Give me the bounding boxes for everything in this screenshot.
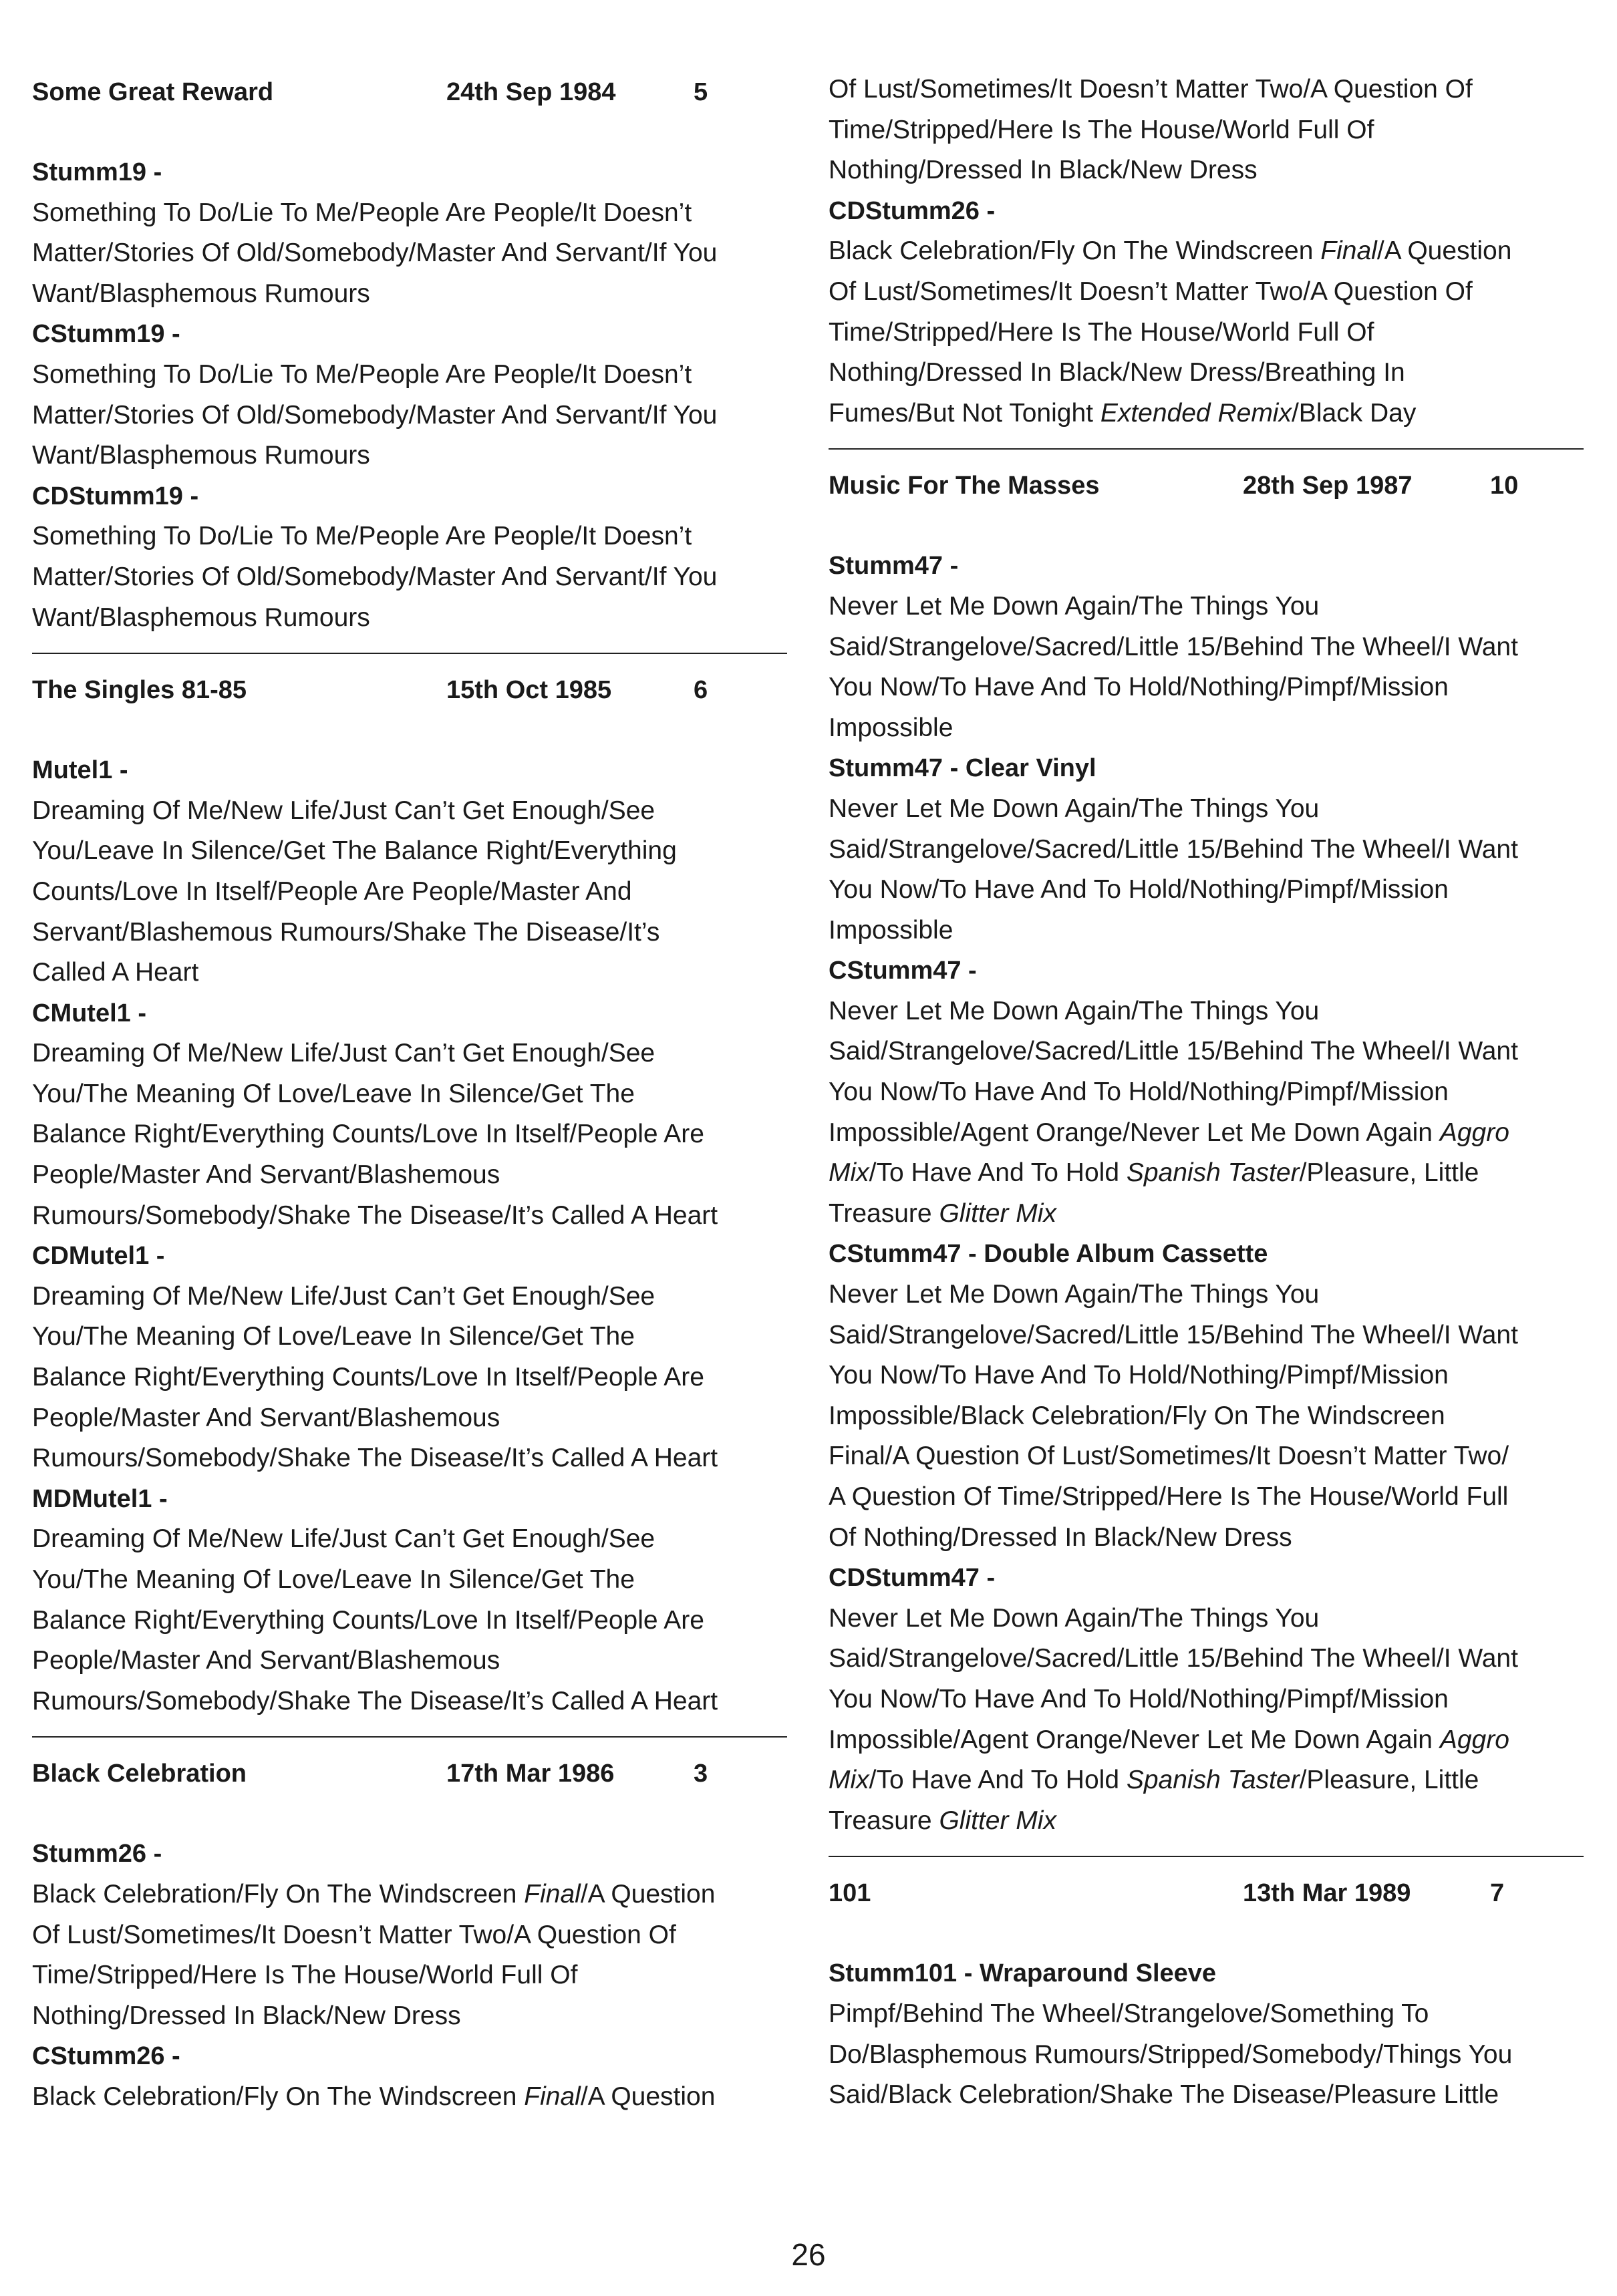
- track-line: Matter/Stories Of Old/Somebody/Master And Servant/If You: [32, 238, 718, 268]
- track-line: Do/Blasphemous Rumours/Stripped/Somebody/Things You: [829, 2039, 1513, 2069]
- album-header: [829, 466, 1584, 506]
- track-line: Impossible: [829, 915, 953, 945]
- mix-name: Final: [1320, 236, 1377, 266]
- track-line: Never Let Me Down Again/The Things You: [829, 996, 1320, 1025]
- track-list: [829, 69, 1584, 191]
- track-line: Said/Black Celebration/Shake The Disease/Pleasure Little: [829, 2080, 1499, 2110]
- album-title: The Singles 81-85: [32, 676, 247, 705]
- section-divider: [829, 1856, 1584, 1857]
- track-line: Dreaming Of Me/New Life/Just Can’t Get Enough/See: [32, 1524, 655, 1554]
- album-section: [32, 670, 787, 1721]
- release-date: 17th Mar 1986: [446, 1760, 615, 1788]
- track-line: Of Lust/Sometimes/It Doesn’t Matter Two/A Question Of: [32, 1920, 676, 1949]
- track-line: Of Nothing/Dressed In Black/New Dress: [829, 1522, 1292, 1552]
- spacer: [829, 506, 1584, 546]
- album-section: [829, 69, 1584, 434]
- track-line: Counts/Love In Itself/People Are People/Master And: [32, 876, 632, 906]
- chart-position: 6: [694, 676, 708, 705]
- track-line: You/The Meaning Of Love/Leave In Silence/Get The: [32, 1322, 635, 1351]
- album-header: [32, 72, 787, 112]
- album-title: Music For The Masses: [829, 472, 1100, 500]
- track-line: [829, 231, 1584, 272]
- track-text: /Black Day: [1291, 398, 1417, 428]
- track-text: Treasure: [829, 1198, 939, 1228]
- track-line: Of Lust/Sometimes/It Doesn’t Matter Two/A Question Of: [829, 277, 1473, 306]
- track-line: People/Master And Servant/Blashemous: [32, 1403, 500, 1432]
- track-line: You Now/To Have And To Hold/Nothing/Pimpf/Mission: [829, 673, 1449, 702]
- track-line: [829, 393, 1584, 434]
- track-text: Black Celebration/Fly On The Windscreen: [829, 236, 1321, 266]
- mix-name: Glitter Mix: [939, 1806, 1056, 1835]
- album-section: [32, 72, 787, 638]
- format-label: CDMutel1 -: [32, 1242, 165, 1271]
- track-line: Something To Do/Lie To Me/People Are People/It Doesn’t: [32, 198, 692, 227]
- track-line: A Question Of Time/Stripped/Here Is The House/World Full: [829, 1482, 1509, 1511]
- track-line: Balance Right/Everything Counts/Love In Itself/People Are: [32, 1120, 704, 1149]
- track-line: Final/A Question Of Lust/Sometimes/It Doesn’t Matter Two/: [829, 1442, 1509, 1471]
- track-list: [829, 1994, 1584, 2116]
- album-title: Some Great Reward: [32, 78, 274, 106]
- track-line: Time/Stripped/Here Is The House/World Full Of: [32, 1961, 578, 1990]
- track-text: Black Celebration/Fly On The Windscreen: [32, 2082, 525, 2111]
- album-header: [829, 1873, 1584, 1913]
- track-line: You Now/To Have And To Hold/Nothing/Pimpf/Mission: [829, 875, 1449, 905]
- track-list: [32, 1277, 787, 1479]
- track-line: Want/Blasphemous Rumours: [32, 279, 370, 308]
- chart-position: 7: [1490, 1879, 1505, 1908]
- format-label: CDStumm47 -: [829, 1564, 996, 1593]
- album-section: [829, 1873, 1584, 2115]
- spacer: [32, 112, 787, 152]
- track-line: You Now/To Have And To Hold/Nothing/Pimpf/Mission: [829, 1078, 1449, 1107]
- track-line: Want/Blasphemous Rumours: [32, 603, 370, 632]
- format-label: Stumm26 -: [32, 1840, 162, 1868]
- track-line: Want/Blasphemous Rumours: [32, 441, 370, 470]
- track-text: /A Question: [1376, 236, 1512, 266]
- release-date: 24th Sep 1984: [446, 78, 616, 106]
- track-line: You/The Meaning Of Love/Leave In Silence/Get The: [32, 1565, 635, 1594]
- section-divider: [829, 448, 1584, 450]
- track-list: [32, 1519, 787, 1721]
- track-line: Never Let Me Down Again/The Things You: [829, 591, 1320, 621]
- left-column: [32, 72, 787, 2118]
- page-number: 26: [791, 2237, 826, 2272]
- format-label: CMutel1 -: [32, 999, 146, 1027]
- chart-position: 3: [694, 1760, 708, 1788]
- track-list: [32, 791, 787, 993]
- mix-name: Glitter Mix: [939, 1198, 1056, 1228]
- album-section: [32, 1754, 787, 2117]
- track-line: Dreaming Of Me/New Life/Just Can’t Get Enough/See: [32, 796, 655, 825]
- track-list: [32, 516, 787, 638]
- track-line: Never Let Me Down Again/The Things You: [829, 1280, 1320, 1309]
- track-line: Something To Do/Lie To Me/People Are People/It Doesn’t: [32, 359, 692, 389]
- track-line: Time/Stripped/Here Is The House/World Full Of: [829, 115, 1374, 144]
- track-line: Called A Heart: [32, 958, 199, 987]
- track-list: [32, 1874, 787, 2036]
- mix-name: Final: [524, 1879, 581, 1909]
- track-line: Servant/Blashemous Rumours/Shake The Disease/It’s: [32, 917, 660, 947]
- track-line: [829, 1113, 1584, 1154]
- track-line: You Now/To Have And To Hold/Nothing/Pimpf/Mission: [829, 1684, 1449, 1713]
- format-label: Stumm19 -: [32, 158, 162, 186]
- track-list: [829, 231, 1584, 434]
- right-column: [829, 69, 1584, 2116]
- format-label: CStumm19 -: [32, 320, 180, 349]
- track-line: Nothing/Dressed In Black/New Dress: [829, 156, 1258, 185]
- track-line: Said/Strangelove/Sacred/Little 15/Behind The Wheel/I Want: [829, 1644, 1518, 1673]
- mix-name: Mix: [829, 1158, 869, 1188]
- track-list: [32, 193, 787, 315]
- track-line: Dreaming Of Me/New Life/Just Can’t Get Enough/See: [32, 1039, 655, 1068]
- track-text: /Pleasure, Little: [1299, 1158, 1479, 1188]
- release-date: 28th Sep 1987: [1243, 472, 1413, 500]
- track-line: Matter/Stories Of Old/Somebody/Master And Servant/If You: [32, 562, 718, 591]
- track-list: [829, 1275, 1584, 1558]
- track-line: Said/Strangelove/Sacred/Little 15/Behind The Wheel/I Want: [829, 1037, 1518, 1066]
- release-date: 15th Oct 1985: [446, 676, 612, 705]
- mix-name: Extended Remix: [1100, 398, 1292, 428]
- track-line: Said/Strangelove/Sacred/Little 15/Behind The Wheel/I Want: [829, 632, 1518, 661]
- mix-name: Mix: [829, 1766, 869, 1795]
- format-label: Stumm47 - Clear Vinyl: [829, 754, 1096, 783]
- track-line: Impossible: [829, 713, 953, 742]
- track-line: Said/Strangelove/Sacred/Little 15/Behind The Wheel/I Want: [829, 834, 1518, 864]
- track-line: [829, 1153, 1584, 1194]
- track-list: [829, 587, 1584, 748]
- chart-position: 10: [1490, 472, 1519, 500]
- track-line: Never Let Me Down Again/The Things You: [829, 1603, 1320, 1633]
- track-line: [829, 1760, 1584, 1801]
- spacer: [32, 710, 787, 750]
- track-line: People/Master And Servant/Blashemous: [32, 1160, 500, 1190]
- track-text: Black Celebration/Fly On The Windscreen: [32, 1879, 525, 1909]
- track-list: [829, 991, 1584, 1235]
- format-label: Mutel1 -: [32, 756, 128, 785]
- track-line: [32, 1874, 787, 1915]
- track-line: Rumours/Somebody/Shake The Disease/It’s Called A Heart: [32, 1444, 718, 1473]
- spacer: [829, 1913, 1584, 1953]
- track-line: You/Leave In Silence/Get The Balance Right/Everything: [32, 836, 677, 866]
- track-line: Rumours/Somebody/Shake The Disease/It’s Called A Heart: [32, 1686, 718, 1715]
- track-line: Time/Stripped/Here Is The House/World Full Of: [829, 317, 1374, 347]
- track-line: People/Master And Servant/Blashemous: [32, 1646, 500, 1675]
- section-divider: [32, 653, 787, 654]
- track-line: Matter/Stories Of Old/Somebody/Master And Servant/If You: [32, 400, 718, 430]
- mix-name: Spanish Taster: [1126, 1158, 1300, 1188]
- track-line: You Now/To Have And To Hold/Nothing/Pimpf/Mission: [829, 1361, 1449, 1390]
- track-line: Of Lust/Sometimes/It Doesn’t Matter Two/A Question Of: [829, 75, 1473, 104]
- format-label: CDStumm26 -: [829, 196, 996, 225]
- format-label: MDMutel1 -: [32, 1484, 168, 1513]
- track-text: /Pleasure, Little: [1299, 1766, 1479, 1795]
- track-line: [829, 1720, 1584, 1761]
- track-text: /To Have And To Hold: [869, 1766, 1127, 1795]
- album-section: [829, 466, 1584, 1841]
- format-label: CStumm26 -: [32, 2042, 180, 2071]
- track-text: /A Question: [580, 2082, 716, 2111]
- track-list: [32, 2077, 787, 2118]
- album-header: [32, 670, 787, 710]
- format-label: CDStumm19 -: [32, 482, 199, 510]
- chart-position: 5: [694, 78, 708, 106]
- track-line: Nothing/Dressed In Black/New Dress: [32, 2001, 461, 2030]
- track-list: [829, 789, 1584, 951]
- mix-name: Final: [524, 2082, 581, 2111]
- track-line: Said/Strangelove/Sacred/Little 15/Behind The Wheel/I Want: [829, 1320, 1518, 1349]
- track-line: Nothing/Dressed In Black/New Dress/Breathing In: [829, 358, 1405, 387]
- track-line: Never Let Me Down Again/The Things You: [829, 794, 1320, 823]
- format-label: CStumm47 - Double Album Cassette: [829, 1240, 1268, 1269]
- section-divider: [32, 1736, 787, 1738]
- track-line: [829, 1194, 1584, 1235]
- format-label: Stumm101 - Wraparound Sleeve: [829, 1959, 1217, 1988]
- album-title: 101: [829, 1879, 871, 1908]
- track-line: Dreaming Of Me/New Life/Just Can’t Get Enough/See: [32, 1281, 655, 1311]
- mix-name: Spanish Taster: [1126, 1766, 1300, 1795]
- track-line: [829, 1801, 1584, 1842]
- format-label: Stumm47 -: [829, 552, 959, 581]
- track-text: /A Question: [580, 1879, 716, 1909]
- track-text: /To Have And To Hold: [869, 1158, 1127, 1188]
- track-text: Impossible/Agent Orange/Never Let Me Down Again: [829, 1725, 1440, 1754]
- spacer: [32, 1794, 787, 1834]
- track-list: [829, 1599, 1584, 1842]
- format-label: CStumm47 -: [829, 957, 977, 985]
- track-line: Something To Do/Lie To Me/People Are People/It Doesn’t: [32, 522, 692, 551]
- release-date: 13th Mar 1989: [1243, 1879, 1411, 1908]
- track-line: Pimpf/Behind The Wheel/Strangelove/Something To: [829, 1999, 1429, 2028]
- mix-name: Aggro: [1439, 1118, 1509, 1147]
- track-line: Balance Right/Everything Counts/Love In Itself/People Are: [32, 1605, 704, 1635]
- track-line: [32, 2077, 787, 2118]
- track-line: Balance Right/Everything Counts/Love In Itself/People Are: [32, 1363, 704, 1392]
- track-text: Treasure: [829, 1806, 939, 1835]
- track-line: Impossible/Black Celebration/Fly On The Windscreen: [829, 1401, 1445, 1430]
- track-list: [32, 1033, 787, 1236]
- album-header: [32, 1754, 787, 1794]
- track-list: [32, 355, 787, 476]
- track-text: Fumes/But Not Tonight: [829, 398, 1100, 428]
- track-text: Impossible/Agent Orange/Never Let Me Down Again: [829, 1118, 1440, 1147]
- track-line: Rumours/Somebody/Shake The Disease/It’s Called A Heart: [32, 1200, 718, 1230]
- mix-name: Aggro: [1439, 1725, 1509, 1754]
- track-line: You/The Meaning Of Love/Leave In Silence/Get The: [32, 1079, 635, 1108]
- album-title: Black Celebration: [32, 1760, 247, 1788]
